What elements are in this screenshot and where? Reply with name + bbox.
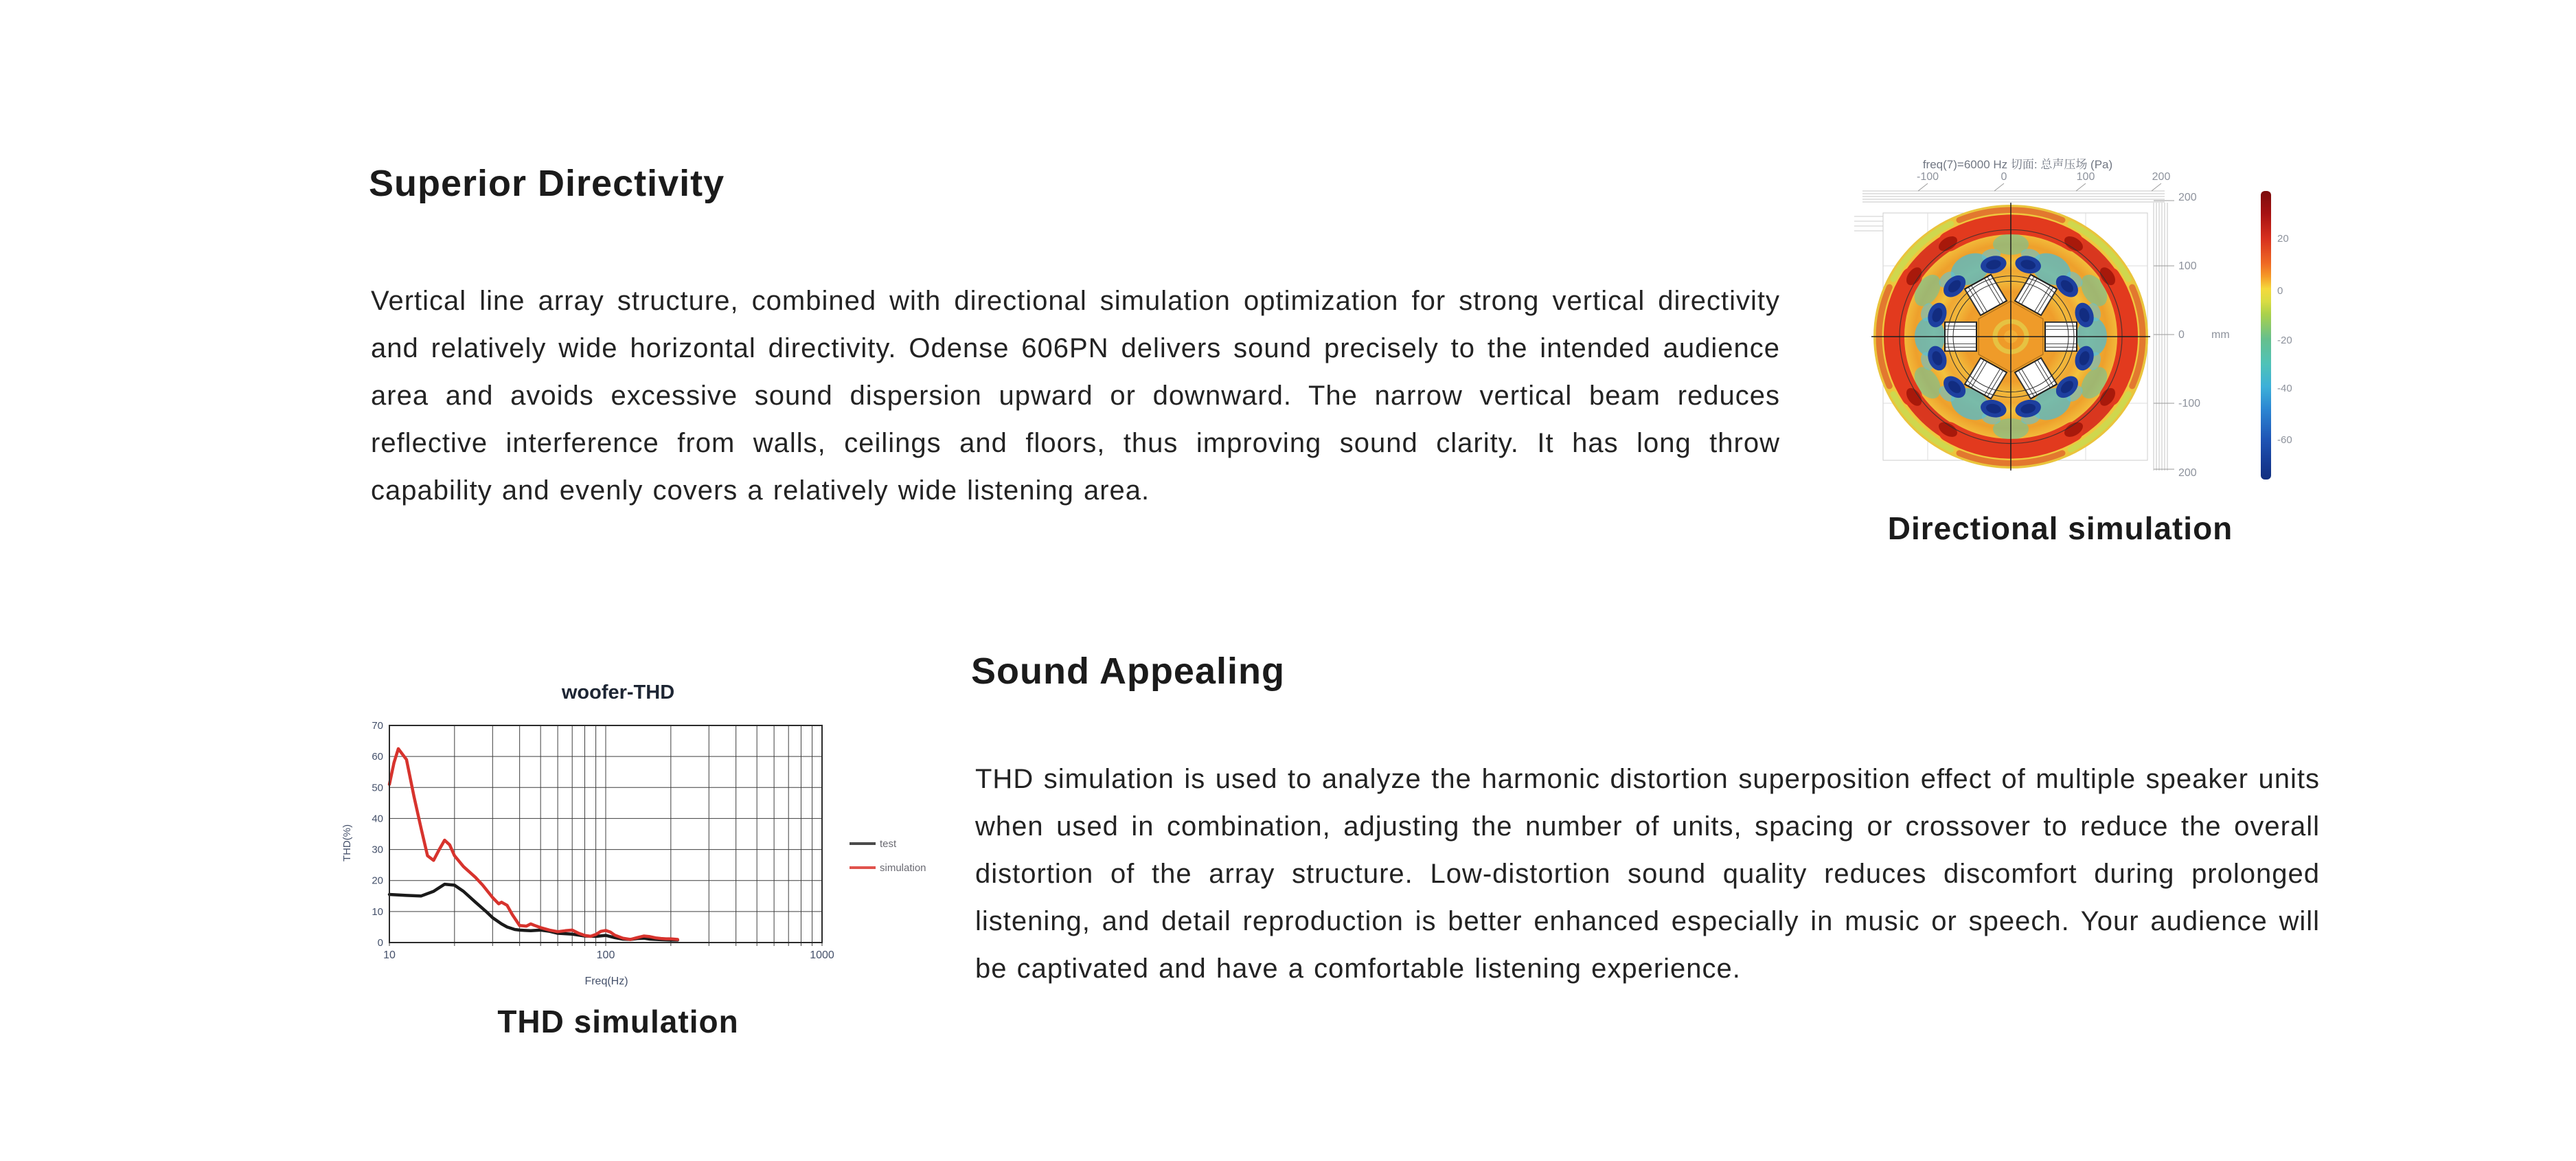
thd-gridlines — [389, 725, 822, 946]
right-axis-tick: -100 — [2178, 398, 2201, 409]
y-tick-label: 60 — [372, 751, 383, 763]
axis-unit-label: mm — [2211, 329, 2230, 341]
x-tick-label: 10 — [383, 949, 396, 961]
thd-legend — [850, 838, 926, 874]
right-axis-tick: 200 — [2178, 467, 2197, 479]
colorbar-tick: 20 — [2277, 233, 2289, 245]
colorbar-tick: -60 — [2277, 434, 2292, 446]
colorbar-tick: -40 — [2277, 383, 2292, 394]
right-axis-tick: 100 — [2178, 260, 2197, 272]
y-tick-label: 70 — [372, 720, 383, 732]
y-tick-label: 20 — [372, 875, 383, 887]
section-heading-superior-directivity: Superior Directivity — [369, 163, 725, 204]
y-tick-label: 50 — [372, 782, 383, 794]
thd-chart-title: woofer-THD — [561, 681, 675, 703]
y-tick-label: 30 — [372, 844, 383, 856]
thd-chart — [330, 677, 948, 1000]
right-axis-tick: 0 — [2178, 329, 2185, 341]
directional-plot-title: freq(7)=6000 Hz 切面: 总声压场 (Pa) — [1922, 158, 2113, 171]
section-body-sound-appealing: THD simulation is used to analyze the harmonic distortion superposition effect of multiple speaker units when used in combination, adjusting the number of units, spacing or crossover to reduce the overall distortion of the array structure. Low-distortion sound quality reduces discomfort during prolonged listening, and detail reproduction is better enhanced especially in music or speech. Your audience will be captivated and have a comfortable listening experience. — [975, 764, 2320, 984]
colorbar-ticks — [2277, 233, 2292, 446]
curve-simulation — [389, 749, 678, 940]
x-tick-label: 100 — [596, 949, 615, 961]
section-heading-sound-appealing: Sound Appealing — [971, 651, 1285, 692]
top-axis-tick: 200 — [2152, 171, 2171, 183]
right-axis-tick: 200 — [2178, 192, 2197, 203]
y-tick-label: 40 — [372, 813, 383, 825]
thd-figure-caption: THD simulation — [497, 1004, 739, 1039]
top-axis-tick: 100 — [2076, 171, 2095, 183]
section-body-superior-directivity: Vertical line array structure, combined with directional simulation optimization for strong vertical directivity and relatively wide horizontal directivity. Odense 606PN delivers sound precisely to the intended audience area and avoids excessive sound dispersion upward or downward. The narrow vertical beam reduces reflective interference from walls, ceilings and floors, thus improving sound clarity. It has long throw capability and evenly covers a relatively wide listening area. — [371, 286, 1780, 506]
top-axis-tickmark — [1994, 183, 2004, 191]
y-tick-label: 10 — [372, 905, 383, 918]
top-axis-tickmark — [2076, 183, 2086, 191]
directional-top-axis — [1917, 171, 2170, 183]
directional-figure-caption: Directional simulation — [1887, 510, 2233, 546]
y-tick-label: 0 — [377, 937, 383, 949]
directional-right-axis — [2178, 192, 2230, 479]
colorbar — [2261, 191, 2271, 480]
top-axis-tick: 0 — [2001, 171, 2007, 183]
top-axis-tick: -100 — [1916, 171, 1939, 183]
top-axis-tickmark — [1918, 183, 1928, 191]
legend-label-test: test — [880, 838, 897, 850]
legend-label-simulation: simulation — [880, 862, 926, 874]
x-tick-label: 1000 — [810, 949, 834, 961]
colorbar-tick: 0 — [2277, 285, 2283, 297]
thd-xlabel: Freq(Hz) — [584, 976, 628, 987]
colorbar-tick: -20 — [2277, 335, 2292, 346]
top-axis-tickmark — [2152, 183, 2161, 191]
directional-simulation-plot — [1854, 148, 2335, 498]
thd-ylabel: THD(%) — [341, 824, 353, 862]
curve-test — [389, 884, 678, 940]
